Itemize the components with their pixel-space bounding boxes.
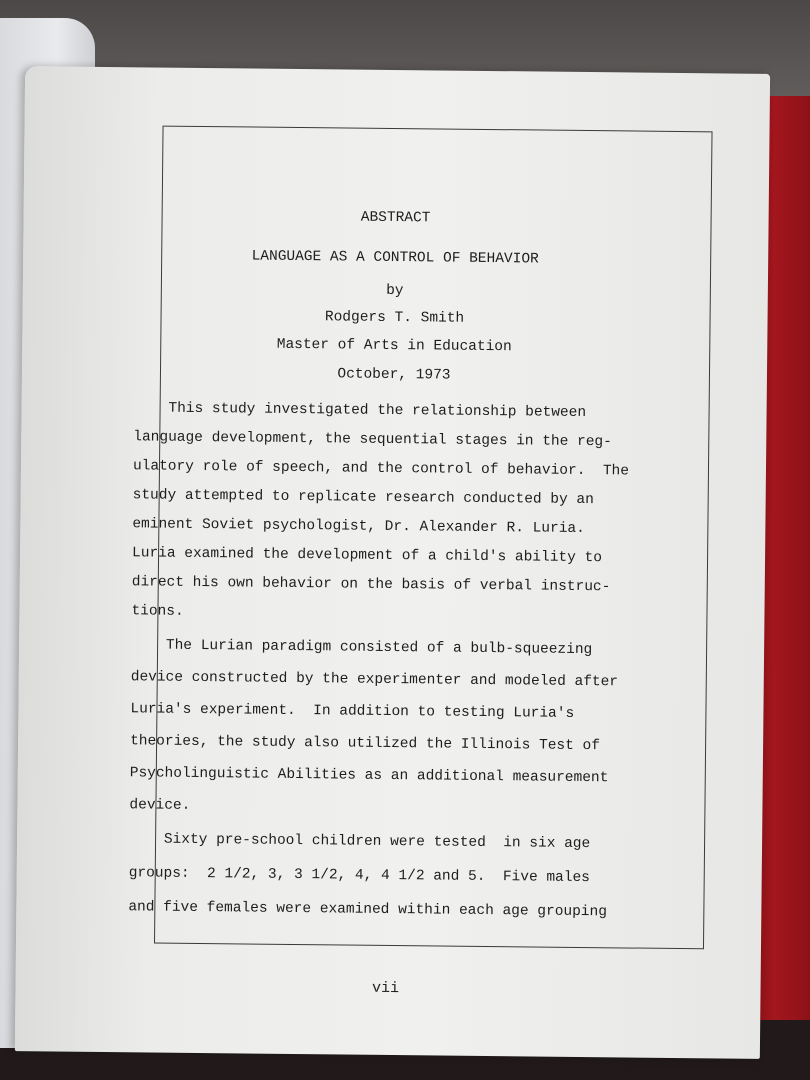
by-line: by [386, 282, 404, 300]
text-line: This study investigated the relationship between [133, 400, 587, 422]
text-line: device constructed by the experimenter and modeled after [130, 669, 619, 691]
text-line: tions. [131, 603, 184, 620]
text-line: groups: 2 1/2, 3, 3 1/2, 4, 4 1/2 and 5. Five males [128, 865, 590, 887]
text-line: Luria's experiment. In addition to testing Luria's [130, 701, 575, 722]
text-line: Psycholinguistic Abilities as an additional measurement [129, 765, 609, 787]
text-line: language development, the sequential stages in the reg- [133, 429, 612, 451]
text-line: Sixty pre-school children were tested in six age [129, 831, 591, 853]
author-name: Rodgers T. Smith [324, 309, 465, 327]
text-line: eminent Soviet psychologist, Dr. Alexander R. Luria. [132, 516, 585, 538]
abstract-heading: ABSTRACT [360, 209, 431, 227]
text-line: device. [129, 797, 191, 814]
text-line: direct his own behavior on the basis of verbal instruc- [131, 574, 611, 596]
text-line: study attempted to replicate research conducted by an [132, 487, 594, 509]
text-line: theories, the study also utilized the Illinois Test of [130, 733, 601, 755]
page-number: vii [371, 979, 400, 998]
text-line: and five females were examined within each age grouping [128, 899, 608, 921]
text-line: Luria examined the development of a child's ability to [131, 545, 603, 567]
text-line: ulatory role of speech, and the control of behavior. The [132, 458, 630, 480]
document-page [15, 66, 770, 1059]
date-line: October, 1973 [337, 366, 451, 384]
text-line: The Lurian paradigm consisted of a bulb-squeezing [131, 637, 593, 659]
degree-line: Master of Arts in Education [276, 336, 512, 356]
document-title: LANGUAGE AS A CONTROL OF BEHAVIOR [251, 248, 539, 268]
